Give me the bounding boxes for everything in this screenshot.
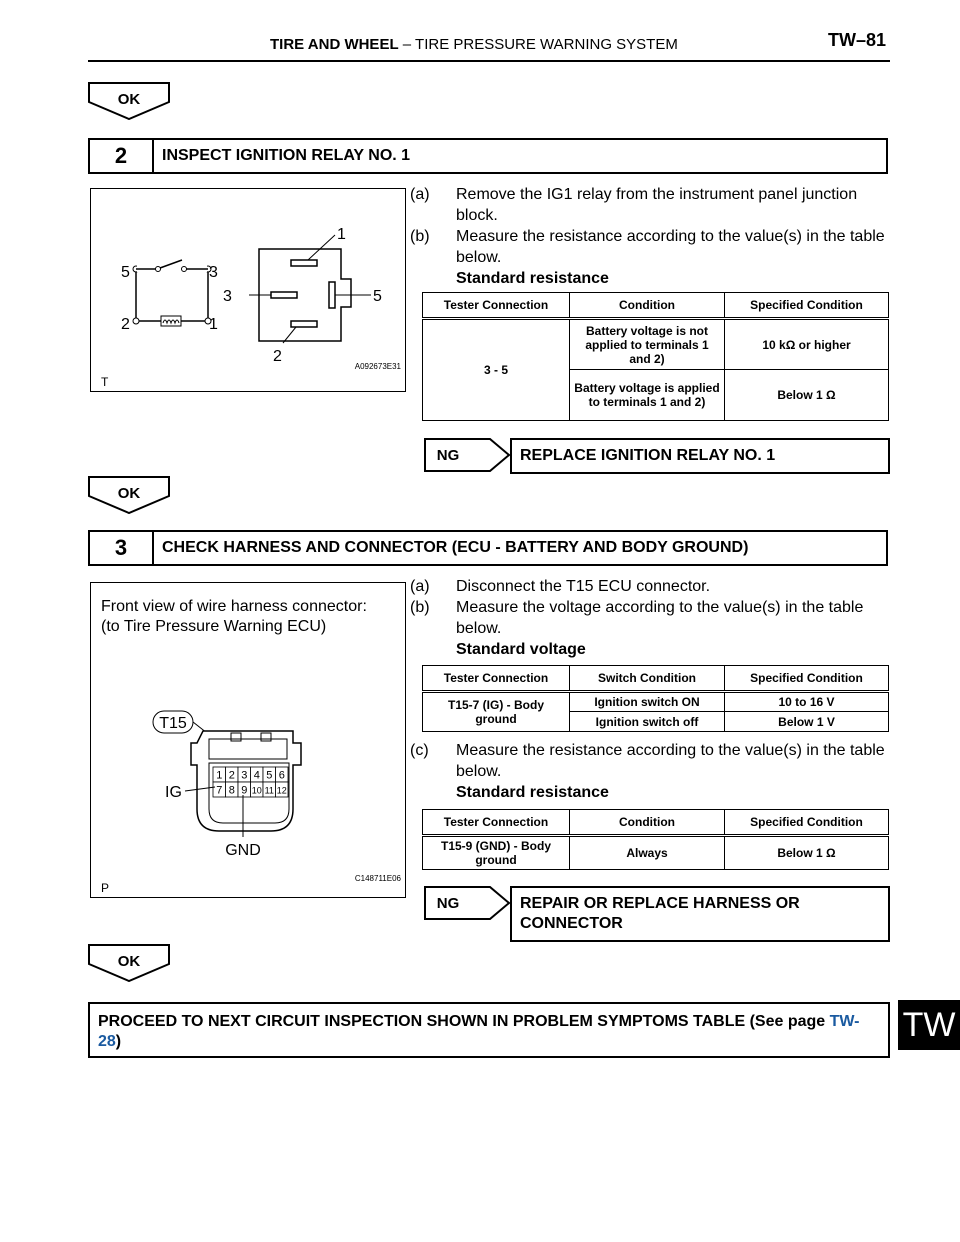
table-cell: Ignition switch ON [570, 692, 725, 712]
connector-pin-number: 12 [276, 785, 287, 796]
ng-label: NG [436, 447, 460, 464]
connector-pin-number: 1 [216, 769, 223, 782]
ng-label: NG [436, 895, 460, 912]
step-3-header [88, 530, 888, 566]
connector-pin-number: 6 [278, 769, 285, 782]
ok-label: OK [117, 91, 141, 108]
voltage-table [422, 665, 889, 732]
connector-pin-number: 11 [264, 785, 274, 796]
table-cell: Battery voltage is not applied to terminals 1 and 2) [570, 319, 725, 370]
table-cell: Always [570, 836, 725, 870]
step-2-header [88, 138, 888, 174]
relay-pin-label: 2 [273, 348, 282, 365]
step-3-instructions [410, 576, 890, 660]
figure-corner-label: T [101, 375, 109, 389]
resistance-table [422, 809, 889, 870]
connector-pin-number: 2 [228, 769, 235, 782]
relay-pin-label: 1 [209, 316, 218, 333]
table-header: Specified Condition [725, 293, 889, 319]
instruction-a: (a) Disconnect the T15 ECU connector. [410, 578, 711, 595]
ng-result-repair-harness: REPAIR OR REPLACE HARNESS OR CONNECTOR [510, 886, 890, 942]
ig-label: IG [165, 784, 182, 801]
proceed-close: ) [115, 1033, 122, 1050]
section-tab: TW [898, 1000, 960, 1050]
header-dash: – [402, 36, 412, 53]
ok-marker [88, 82, 170, 120]
figure-code: A092673E31 [354, 362, 401, 371]
connector-pin-number: 9 [241, 784, 248, 797]
relay-pin-label: 1 [337, 226, 346, 243]
figure-caption: Front view of wire harness connector: [101, 598, 367, 615]
step-2-instructions [410, 184, 890, 289]
ok-label: OK [117, 953, 141, 970]
table-cell: 10 to 16 V [725, 692, 889, 712]
header-section: TIRE AND WHEEL [270, 36, 399, 53]
instruction-a: (a) Remove the IG1 relay from the instrument panel junction block. [410, 186, 858, 224]
page-link-tw-28[interactable]: TW-28 [98, 1013, 860, 1050]
table-header: Specified Condition [725, 666, 889, 692]
table-cell: Below 1 Ω [725, 370, 889, 421]
relay-figure [90, 188, 406, 392]
table-header: Condition [570, 293, 725, 319]
relay-pin-label: 3 [223, 288, 232, 305]
proceed-box [88, 1002, 890, 1058]
connector-diagram [91, 583, 405, 897]
pin-grid [213, 767, 288, 797]
connector-label: T15 [159, 715, 187, 732]
ng-marker [424, 886, 510, 920]
standard-voltage-label: Standard voltage [456, 641, 586, 658]
ng-marker [424, 438, 510, 472]
ok-marker [88, 944, 170, 982]
standard-resistance-label: Standard resistance [456, 270, 609, 287]
page-number: TW–81 [828, 30, 887, 50]
connector-pin-number: 3 [241, 769, 248, 782]
table-header: Tester Connection [423, 666, 570, 692]
table-cell: Below 1 V [725, 712, 889, 732]
ok-label: OK [117, 485, 141, 502]
relay-diagram [91, 189, 405, 391]
table-header: Condition [570, 810, 725, 836]
proceed-text: PROCEED TO NEXT CIRCUIT INSPECTION SHOWN IN PROBLEM SYMPTOMS TABLE (See page [98, 1013, 830, 1030]
connector-figure [90, 582, 406, 898]
table-cell: 3 - 5 [423, 319, 570, 421]
instruction-b: (b) Measure the voltage according to the value(s) in the table below. [410, 599, 864, 637]
figure-corner-label: P [101, 881, 110, 895]
instruction-c: (c) Measure the resistance according to the value(s) in the table below. [410, 742, 885, 780]
connector-pin-number: 10 [251, 785, 262, 796]
relay-pin-label: 5 [121, 264, 130, 281]
step-3-number: 3 [90, 532, 154, 564]
instruction-b: (b) Measure the resistance according to the value(s) in the table below. [410, 228, 885, 266]
connector-pin-number: 8 [228, 784, 235, 797]
step-3-instruction-c [410, 740, 890, 803]
table-cell: Ignition switch off [570, 712, 725, 732]
ng-result-replace-relay: REPLACE IGNITION RELAY NO. 1 [510, 438, 890, 474]
table-cell: T15-7 (IG) - Body ground [423, 692, 570, 732]
standard-resistance-label: Standard resistance [456, 784, 609, 801]
figure-code: C148711E06 [354, 874, 401, 883]
gnd-label: GND [225, 842, 261, 859]
connector-pin-number: 7 [216, 784, 223, 797]
connector-pin-number: 5 [266, 769, 273, 782]
table-cell: Below 1 Ω [725, 836, 889, 870]
table-cell: 10 kΩ or higher [725, 319, 889, 370]
step-2-number: 2 [90, 140, 154, 172]
header-divider [88, 60, 890, 62]
ok-marker [88, 476, 170, 514]
relay-pin-label: 2 [121, 316, 130, 333]
relay-pin-label: 3 [209, 264, 218, 281]
table-header: Tester Connection [423, 810, 570, 836]
table-header: Switch Condition [570, 666, 725, 692]
table-cell: Battery voltage is applied to terminals 1 and 2) [570, 370, 725, 421]
header-subsection: TIRE PRESSURE WARNING SYSTEM [415, 36, 678, 53]
table-header: Tester Connection [423, 293, 570, 319]
relay-resistance-table [422, 292, 889, 421]
relay-pin-label: 5 [373, 288, 382, 305]
step-3-title: CHECK HARNESS AND CONNECTOR (ECU - BATTERY AND BODY GROUND) [162, 539, 749, 556]
step-2-title: INSPECT IGNITION RELAY NO. 1 [162, 147, 411, 164]
connector-pin-number: 4 [253, 769, 260, 782]
figure-caption: (to Tire Pressure Warning ECU) [101, 618, 327, 635]
page-header-title [270, 36, 678, 53]
table-header: Specified Condition [725, 810, 889, 836]
table-cell: T15-9 (GND) - Body ground [423, 836, 570, 870]
